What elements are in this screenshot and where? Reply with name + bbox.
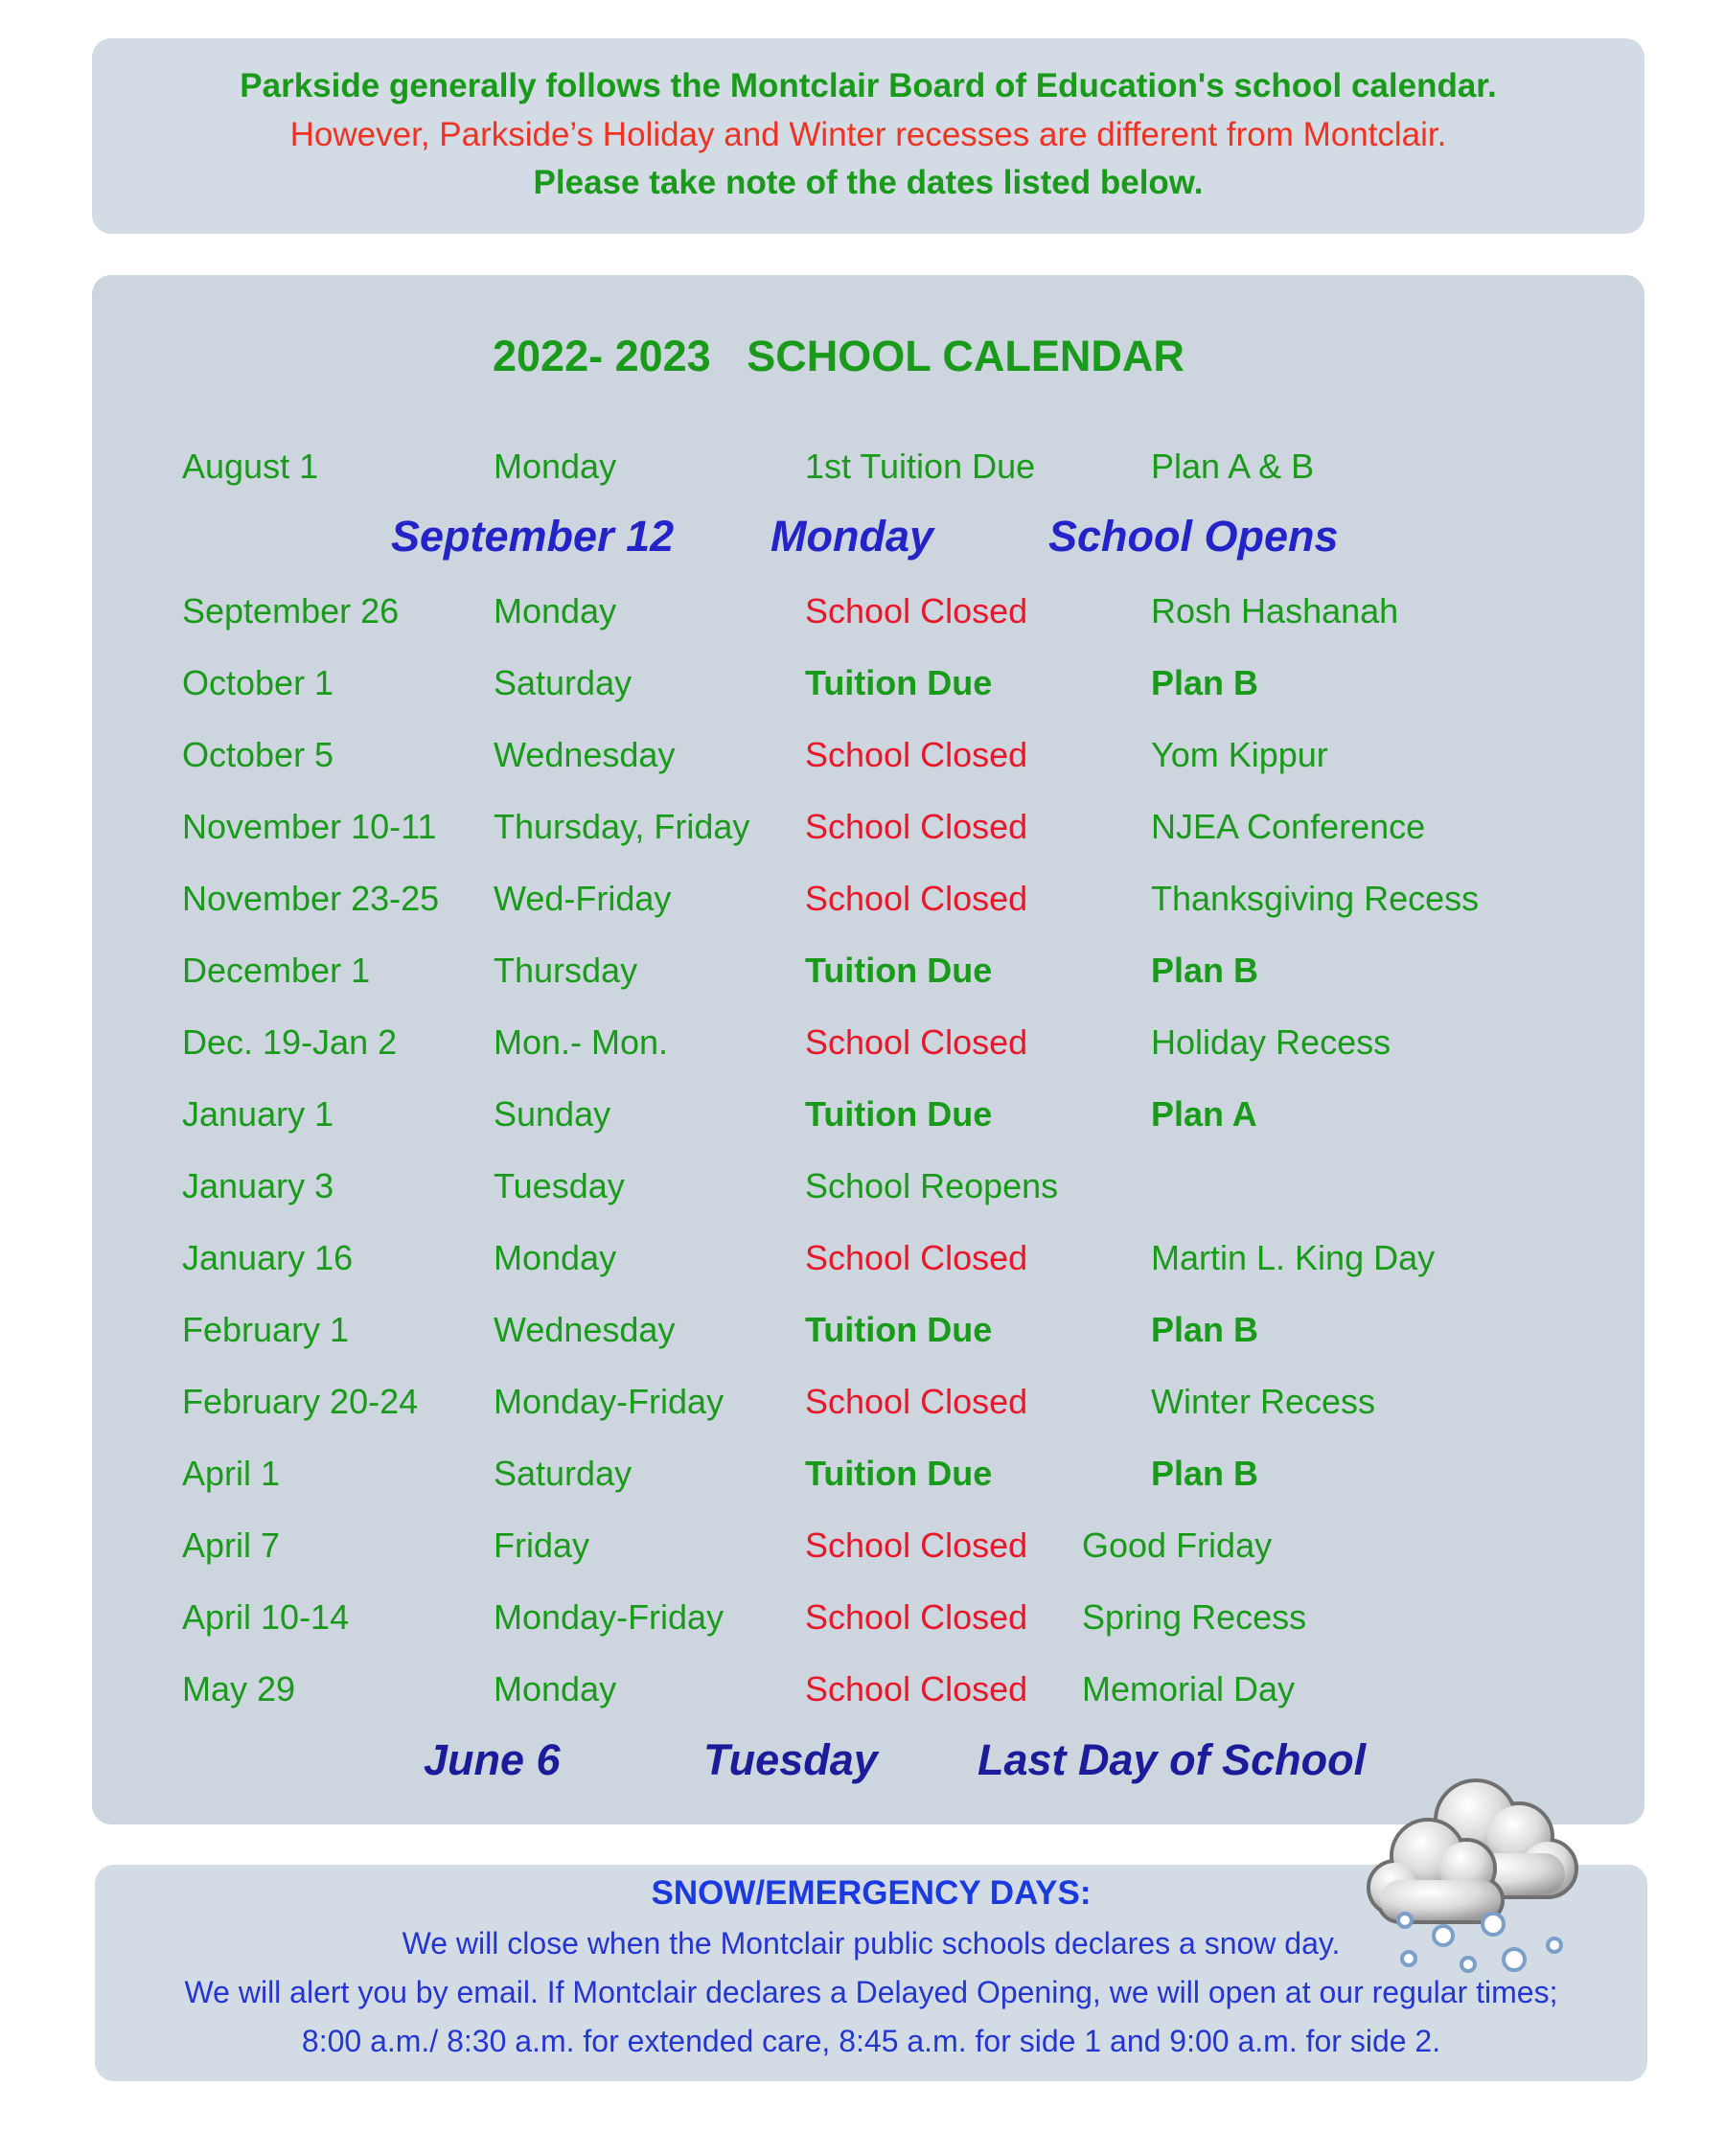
snow-line-3: 8:00 a.m./ 8:30 a.m. for extended care, 8:45 a.m. for side 1 and 9:00 a.m. for side 2. xyxy=(301,2024,1441,2058)
calendar-title: 2022- 2023 SCHOOL CALENDAR xyxy=(493,332,1184,380)
row-day: Monday xyxy=(494,591,617,631)
row-day: Saturday xyxy=(494,663,632,702)
row-date: February 20-24 xyxy=(182,1382,419,1421)
row-day: Monday xyxy=(494,1669,617,1709)
row-date: August 1 xyxy=(182,447,319,486)
opening-event: School Opens xyxy=(1048,512,1339,561)
row-date: February 1 xyxy=(182,1310,350,1349)
row-event: Tuition Due xyxy=(805,1310,993,1349)
row-date: May 29 xyxy=(182,1669,296,1709)
row-note: Plan B xyxy=(1151,1310,1259,1349)
row-event: School Reopens xyxy=(805,1166,1059,1205)
row-note: Holiday Recess xyxy=(1151,1022,1392,1062)
row-event: School Closed xyxy=(805,1022,1028,1062)
row-date: January 16 xyxy=(182,1238,354,1277)
notice-line-2: However, Parkside’s Holiday and Winter recesses are different from Montclair. xyxy=(289,116,1447,153)
row-note: Plan B xyxy=(1151,1454,1259,1493)
row-day: Wed-Friday xyxy=(494,879,672,918)
row-note: Plan B xyxy=(1151,663,1259,702)
row-date: April 1 xyxy=(182,1454,281,1493)
row-day: Monday xyxy=(494,1238,617,1277)
row-note: Winter Recess xyxy=(1151,1382,1376,1421)
row-event: School Closed xyxy=(805,1382,1028,1421)
row-event: School Closed xyxy=(805,735,1028,774)
notice-line-1: Parkside generally follows the Montclair Board of Education's school calendar. xyxy=(240,67,1497,104)
row-note: Good Friday xyxy=(1082,1525,1273,1565)
row-event: Tuition Due xyxy=(805,1454,993,1493)
opening-date: September 12 xyxy=(391,512,675,561)
snow-title: SNOW/EMERGENCY DAYS: xyxy=(651,1874,1092,1912)
notice-line-3: Please take note of the dates listed below. xyxy=(533,164,1204,201)
row-note: NJEA Conference xyxy=(1151,807,1426,846)
row-note: Spring Recess xyxy=(1082,1597,1307,1637)
row-note: Plan B xyxy=(1151,951,1259,990)
row-day: Thursday, Friday xyxy=(494,807,750,846)
row-event: 1st Tuition Due xyxy=(805,447,1036,486)
row-note: Memorial Day xyxy=(1082,1669,1296,1709)
row-date: October 1 xyxy=(182,663,334,702)
last-day-event: Last Day of School xyxy=(978,1735,1367,1784)
row-date: November 10-11 xyxy=(182,807,437,846)
row-day: Thursday xyxy=(494,951,638,990)
calendar-box xyxy=(92,275,1644,1824)
row-date: October 5 xyxy=(182,735,334,774)
row-day: Mon.- Mon. xyxy=(494,1022,669,1062)
row-note: Thanksgiving Recess xyxy=(1151,879,1480,918)
row-event: School Closed xyxy=(805,879,1028,918)
row-day: Wednesday xyxy=(494,735,676,774)
row-event: School Closed xyxy=(805,1238,1028,1277)
last-day-date: June 6 xyxy=(424,1735,561,1784)
row-note: Rosh Hashanah xyxy=(1151,591,1399,631)
row-date: January 1 xyxy=(182,1094,334,1134)
row-note: Plan A xyxy=(1151,1094,1257,1134)
row-day: Wednesday xyxy=(494,1310,676,1349)
row-date: April 7 xyxy=(182,1525,281,1565)
snow-line-2: We will alert you by email. If Montclair declares a Delayed Opening, we will open at our regular times; xyxy=(184,1975,1558,2009)
row-day: Monday xyxy=(494,447,617,486)
row-note: Plan A & B xyxy=(1151,447,1315,486)
snow-line-1: We will close when the Montclair public schools declares a snow day. xyxy=(402,1926,1341,1961)
last-day-day: Tuesday xyxy=(703,1735,878,1784)
snow-cloud-icon xyxy=(1361,1765,1591,1985)
row-day: Saturday xyxy=(494,1454,632,1493)
row-note: Yom Kippur xyxy=(1151,735,1328,774)
row-date: November 23-25 xyxy=(182,879,440,918)
row-date: January 3 xyxy=(182,1166,334,1205)
row-day: Tuesday xyxy=(494,1166,625,1205)
row-event: School Closed xyxy=(805,591,1028,631)
row-event: Tuition Due xyxy=(805,663,993,702)
row-date: April 10-14 xyxy=(182,1597,350,1637)
row-event: School Closed xyxy=(805,1669,1028,1709)
row-event: School Closed xyxy=(805,1597,1028,1637)
opening-day: Monday xyxy=(770,512,934,561)
row-date: September 26 xyxy=(182,591,400,631)
row-event: Tuition Due xyxy=(805,1094,993,1134)
row-note: Martin L. King Day xyxy=(1151,1238,1436,1277)
notice-box xyxy=(92,38,1644,234)
row-day: Monday-Friday xyxy=(494,1597,724,1637)
row-day: Monday-Friday xyxy=(494,1382,724,1421)
row-day: Sunday xyxy=(494,1094,611,1134)
row-event: Tuition Due xyxy=(805,951,993,990)
row-date: December 1 xyxy=(182,951,371,990)
row-day: Friday xyxy=(494,1525,590,1565)
row-event: School Closed xyxy=(805,1525,1028,1565)
row-event: School Closed xyxy=(805,807,1028,846)
row-date: Dec. 19-Jan 2 xyxy=(182,1022,398,1062)
